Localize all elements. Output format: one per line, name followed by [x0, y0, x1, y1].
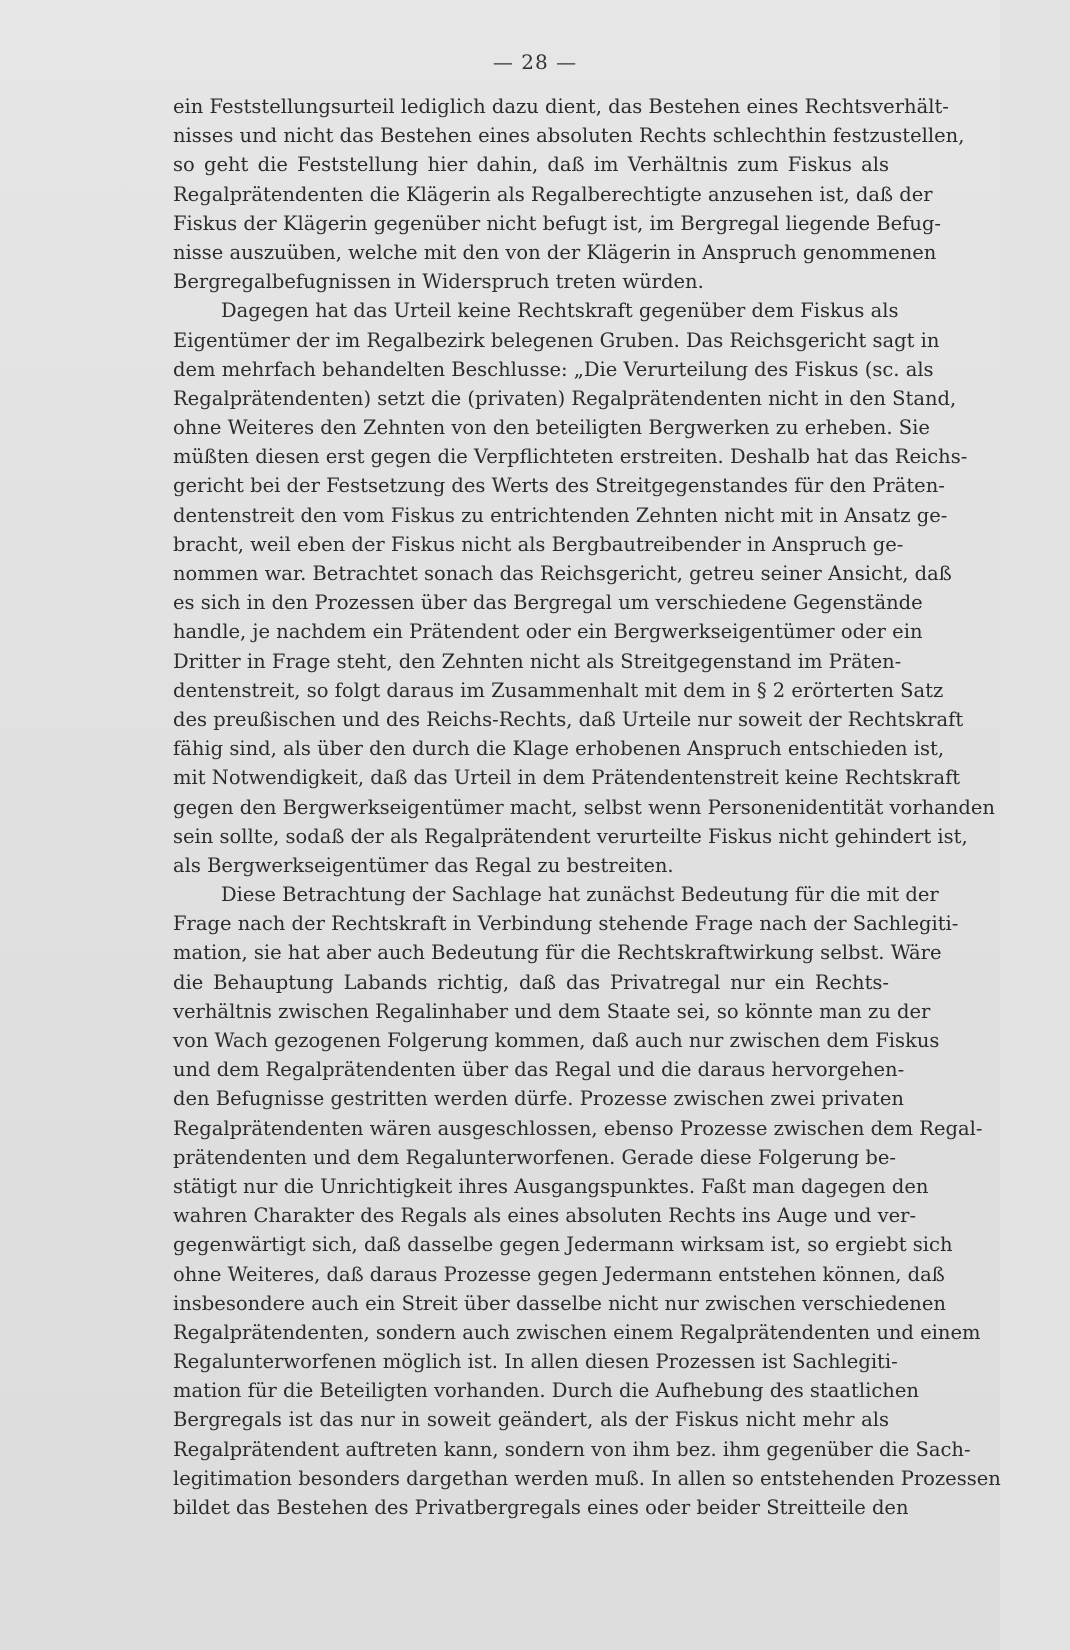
text-line: bildet das Bestehen des Privatbergregals eines oder beider Streitteile den — [173, 1496, 909, 1519]
text-line: handle, je nachdem ein Prätendent oder ein Bergwerkseigentümer oder ein — [173, 620, 923, 644]
text-line: müßten diesen erst gegen die Verpflichteten erstreiten. Deshalb hat das Reichs- — [173, 445, 968, 469]
text-line: Bergregals ist das nur in soweit geändert, als der Fiskus nicht mehr als — [173, 1408, 889, 1432]
text-line: Diese Betrachtung der Sachlage hat zunächst Bedeutung für die mit der — [221, 883, 939, 907]
text-line: und dem Regalprätendenten über das Regal und die daraus hervorgehen- — [173, 1058, 905, 1082]
text-line: Regalprätendenten, sondern auch zwischen einem Regalprätendenten und einem — [173, 1320, 981, 1344]
text-line: Regalprätendenten wären ausgeschlossen, ebenso Prozesse zwischen dem Regal- — [173, 1116, 983, 1140]
text-line: Regalprätendent auftreten kann, sondern von ihm bez. ihm gegenüber die Sach- — [173, 1437, 971, 1461]
text-line: mation für die Beteiligten vorhanden. Durch die Aufhebung des staatlichen — [173, 1379, 919, 1403]
text-line: so geht die Feststellung hier dahin, daß im Verhältnis zum Fiskus als — [173, 153, 889, 177]
text-line: verhältnis zwischen Regalinhaber und dem Staate sei, so könnte man zu der — [173, 999, 931, 1023]
text-line: ohne Weiteres den Zehnten von den beteiligten Bergwerken zu erheben. Sie — [173, 416, 930, 440]
text-line: Dagegen hat das Urteil keine Rechtskraft gegenüber dem Fiskus als — [221, 299, 899, 323]
text-line: insbesondere auch ein Streit über dasselbe nicht nur zwischen verschiedenen — [173, 1291, 946, 1315]
text-line: stätigt nur die Unrichtigkeit ihres Ausgangspunktes. Faßt man dagegen den — [173, 1174, 929, 1198]
text-line: nisse auszuüben, welche mit den von der Klägerin in Anspruch genommenen — [173, 240, 937, 264]
text-line: Dritter in Frage steht, den Zehnten nicht als Streitgegenstand im Präten- — [173, 649, 902, 673]
text-line: Regalprätendenten) setzt die (privaten) Regalprätendenten nicht in den Stand, — [173, 386, 957, 410]
text-line: Bergregalbefugnissen in Widerspruch treten würden. — [173, 270, 704, 294]
text-line: mit Notwendigkeit, daß das Urteil in dem Prätendentenstreit keine Rechtskraft — [173, 766, 961, 790]
text-line: nommen war. Betrachtet sonach das Reichsgericht, getreu seiner Ansicht, daß — [173, 562, 952, 585]
text-line: wahren Charakter des Regals als eines absoluten Rechts ins Auge und ver- — [173, 1204, 917, 1228]
text-line: legitimation besonders dargethan werden muß. In allen so entstehenden Prozessen — [173, 1466, 1001, 1490]
text-line: Regalunterworfenen möglich ist. In allen diesen Prozessen ist Sachlegiti- — [173, 1350, 898, 1374]
text-line: den Befugnisse gestritten werden dürfe. Prozesse zwischen zwei privaten — [173, 1087, 904, 1111]
text-line: ein Feststellungsurteil lediglich dazu dient, das Bestehen eines Rechtsverhält- — [173, 95, 949, 118]
text-line: dentenstreit, so folgt daraus im Zusammenhalt mit dem in § 2 erörterten Satz — [173, 678, 944, 702]
text-line: sein sollte, sodaß der als Regalprätendent verurteilte Fiskus nicht gehindert ist, — [173, 824, 968, 848]
text-line: ohne Weiteres, daß daraus Prozesse gegen Jedermann entstehen können, daß — [173, 1262, 945, 1286]
text-line: nisses und nicht das Bestehen eines absoluten Rechts schlechthin festzustellen, — [173, 124, 965, 148]
page-number: — 28 — — [492, 50, 578, 74]
body-text — [173, 92, 1001, 1522]
text-line: es sich in den Prozessen über das Bergregal um verschiedene Gegenstände — [173, 591, 923, 615]
text-line: bracht, weil eben der Fiskus nicht als Bergbautreibender in Anspruch ge- — [173, 532, 904, 556]
text-line: gegen den Bergwerkseigentümer macht, selbst wenn Personenidentität vorhanden — [173, 795, 995, 819]
text-line: als Bergwerkseigentümer das Regal zu bestreiten. — [173, 853, 674, 877]
text-line: gegenwärtigt sich, daß dasselbe gegen Jedermann wirksam ist, so ergiebt sich — [173, 1233, 953, 1257]
text-line: Fiskus der Klägerin gegenüber nicht befugt ist, im Bergregal liegende Befug- — [173, 211, 942, 235]
text-line: prätendenten und dem Regalunterworfenen. Gerade diese Folgerung be- — [173, 1145, 897, 1169]
text-line: dem mehrfach behandelten Beschlusse: „Die Verurteilung des Fiskus (sc. als — [173, 357, 934, 381]
text-line: Regalprätendenten die Klägerin als Regalberechtigte anzusehen ist, daß der — [173, 182, 933, 206]
text-line: dentenstreit den vom Fiskus zu entrichtenden Zehnten nicht mit in Ansatz ge- — [173, 503, 948, 527]
text-line: die Behauptung Labands richtig, daß das Privatregal nur ein Rechts- — [173, 970, 889, 994]
text-line: mation, sie hat aber auch Bedeutung für die Rechtskraftwirkung selbst. Wäre — [173, 941, 942, 965]
text-line: Eigentümer der im Regalbezirk belegenen Gruben. Das Reichsgericht sagt in — [173, 328, 940, 352]
text-line: Frage nach der Rechtskraft in Verbindung stehende Frage nach der Sachlegiti- — [173, 912, 959, 936]
text-line: des preußischen und des Reichs-Rechts, daß Urteile nur soweit der Rechtskraft — [173, 707, 964, 731]
text-line: fähig sind, als über den durch die Klage erhobenen Anspruch entschieden ist, — [173, 737, 945, 761]
text-line: von Wach gezogenen Folgerung kommen, daß auch nur zwischen dem Fiskus — [173, 1029, 940, 1052]
text-line: gericht bei der Festsetzung des Werts des Streitgegenstandes für den Präten- — [173, 474, 945, 498]
